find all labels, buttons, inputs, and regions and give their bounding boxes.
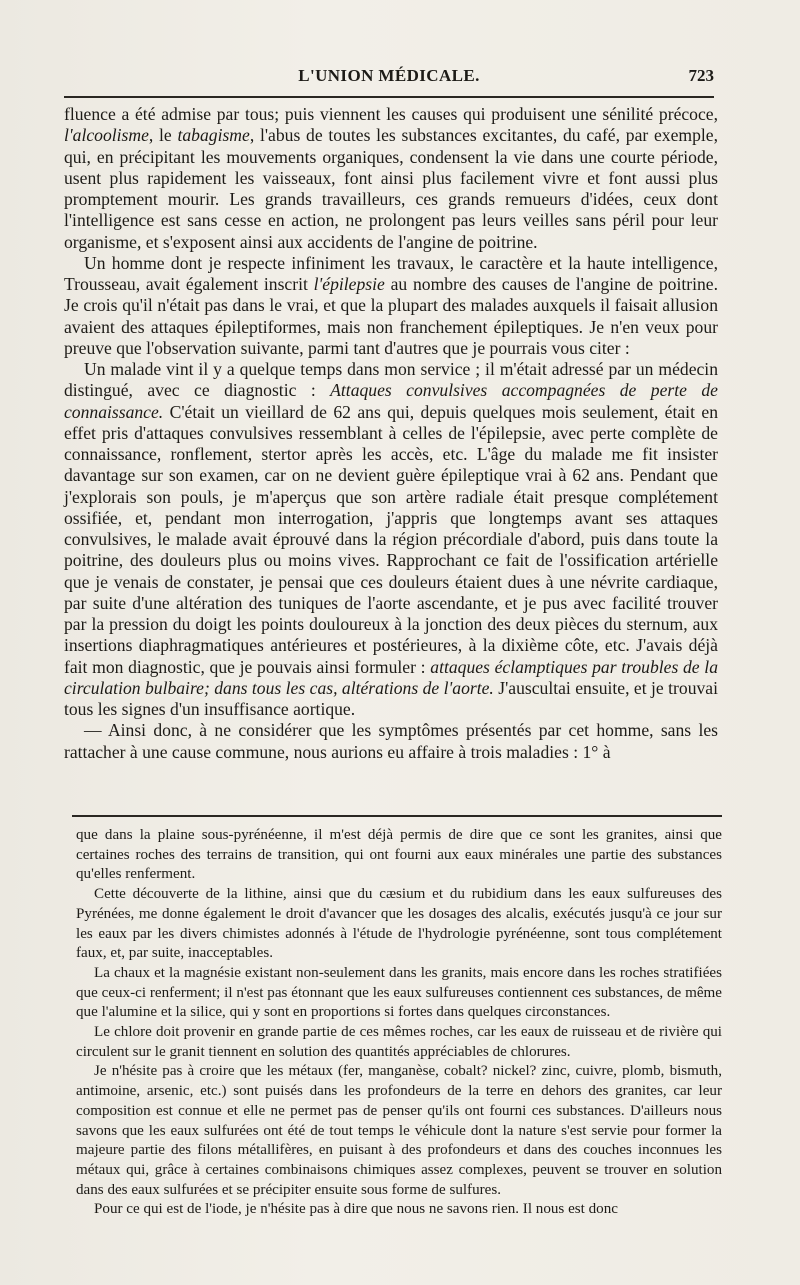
paragraph-2 bbox=[64, 253, 718, 359]
italic-diagnosis: Attaques convulsives accompagnées de perte de connaissance. bbox=[64, 380, 718, 422]
text-run: au nombre des causes de l'angine de poitrine. Je crois qu'il n'était pas dans le vrai, et que la plupart des malades auxquels il faisait allusion avaient des attaques épileptiformes, mais non franchement épileptiques. Je n'en veux pour preuve que l'observation suivante, parmi tant d'autres que je pourrais vous citer : bbox=[64, 274, 719, 358]
text-run: — Ainsi donc, à ne considérer que les symptômes présentés par cet homme, sans les rattacher à une cause commune, nous aurions eu affaire à trois maladies : 1° à bbox=[64, 720, 718, 762]
paragraph-3 bbox=[64, 359, 718, 720]
page-number: 723 bbox=[688, 66, 714, 85]
italic-term: l'épilepsie bbox=[313, 274, 385, 294]
footnote-paragraph: que dans la plaine sous-pyrénéenne, il m'est déjà permis de dire que ce sont les granites, ainsi que certaines roches des terrains de transition, qui ont fourni aux eaux minérales une partie des substances qu'elles renferment. bbox=[76, 827, 722, 883]
italic-term: l'alcoolisme bbox=[64, 125, 149, 146]
footnote-rule bbox=[72, 815, 722, 817]
footnote-paragraph: Le chlore doit provenir en grande partie de ces mêmes roches, car les eaux de ruisseau et de rivière qui circulent sur le granit tiennent en solution des quantités appréciables de chlorures. bbox=[76, 1024, 722, 1060]
italic-diagnosis: attaques éclamptiques par troubles de la circulation bulbaire; dans tous les cas, altérations de l'aorte. bbox=[64, 656, 718, 698]
text-run: Un malade vint il y a quelque temps dans mon service ; il m'était adressé par un médecin distingué, avec ce diagnostic : bbox=[64, 359, 718, 401]
paragraph-1 bbox=[64, 104, 718, 253]
italic-term: tabagisme bbox=[177, 125, 250, 146]
footnote-paragraph: Pour ce qui est de l'iode, je n'hésite pas à dire que nous ne savons rien. Il nous est donc bbox=[94, 1201, 618, 1218]
paragraph-4 bbox=[64, 720, 718, 763]
text-run: C'était un vieillard de 62 ans qui, depuis quelques mois seulement, était en effet pris d'attaques convulsives ressemblant à celles de l'épilepsie, avec perte complète de connaissance, ronflement, stertor après les accès, etc. L'âge du malade me fit insister davantage sur son examen, car on ne devient guère épileptique vrai à 62 ans. Pendant que j'explorais son pouls, je m'aperçus que son artère radiale était presque complétement ossifiée, et, pendant mon interrogation, j'appris que longtemps avant ses attaques convulsives, le malade avait éprouvé dans la région précordiale d'abord, puis dans toute la poitrine, des douleurs plus ou moins vives. Rapprochant ce fait de l'ossification artérielle que je venais de constater, je pensai que ces douleurs étaient dues à une névrite cardiaque, par suite d'une altération des tuniques de l'aorte ascendante, et je pus avec facilité trouver par la pression du doigt les points douloureux à la jonction des deux pièces du sternum, aux insertions diaphragmatiques antérieures et postérieures, à la dixième côte, etc. J'avais déjà fait mon diagnostic, que je pouvais ainsi formuler : bbox=[64, 401, 718, 677]
footnote-paragraph: La chaux et la magnésie existant non-seulement dans les granits, mais encore dans les roches stratifiées que ceux-ci renferment; il n'est pas étonnant que les eaux sulfureuses contiennent ces substances, de même que l'alumine et la silice, qui y sont en proportions si fortes dans quelques circonstances. bbox=[76, 964, 722, 1021]
text-run: J'auscultai ensuite, et je trouvai tous les signes d'un insuffisance aortique. bbox=[64, 677, 718, 719]
text-run: Un homme dont je respecte infiniment les travaux, le caractère et la haute intelligence, Trousseau, avait également inscrit bbox=[64, 252, 718, 294]
text-run: , l'abus de toutes les substances excitantes, du café, par exemple, qui, en précipitant les mouvements organiques, condensent la vie dans une courte période, usent plus rapidement les vaisseaux, font ainsi plus facilement vivre et font aussi plus promptement mourir. Les grands travailleurs, ces grands remueurs d'idées, ceux dont l'intelligence est sans cesse en action, ne prolongent pas leurs veilles sans péril pour leur organisme, et s'exposent ainsi aux accidents de l'angine de poitrine. bbox=[64, 125, 718, 252]
running-title: L'UNION MÉDICALE. bbox=[298, 66, 480, 85]
footnote-paragraph: Cette découverte de la lithine, ainsi que du cæsium et du rubidium dans les eaux sulfureuses des Pyrénées, me donne également le droit d'avancer que les dosages des alcalis, exécutés jusqu'à ce jour sur les eaux par les divers chimistes adonnés à l'étude de l'hydrologie pyrénéenne, sont tous complétement faux, et, par suite, inacceptables. bbox=[76, 886, 722, 962]
header-rule bbox=[64, 96, 714, 98]
footnote-paragraph: Je n'hésite pas à croire que les métaux (fer, manganèse, cobalt? nickel? zinc, cuivre, plomb, bismuth, antimoine, arsenic, etc.) sont puisés dans les profondeurs de la terre en dehors des granites, car leur composition est connue et elle ne permet pas de penser qu'ils ont fourni ces substances. D'ailleurs nous savons que les eaux sulfurées ont été de tout temps le véhicule dont la nature s'est servie pour former la majeure partie des filons métallifères, en puisant à des profondeurs et dans des couches inconnues les métaux qui, grâce à certaines combinaisons chimiques assez complexes, peuvent se trouver en solution dans des eaux sulfurées et se précipiter ensuite sous forme de sulfures. bbox=[76, 1063, 722, 1198]
page-header bbox=[64, 66, 714, 92]
text-run: fluence a été admise par tous; puis viennent les causes qui produisent une sénilité précoce, bbox=[64, 104, 718, 124]
footnotes bbox=[76, 826, 722, 1220]
text-run: , le bbox=[148, 125, 178, 146]
main-text bbox=[64, 104, 718, 763]
